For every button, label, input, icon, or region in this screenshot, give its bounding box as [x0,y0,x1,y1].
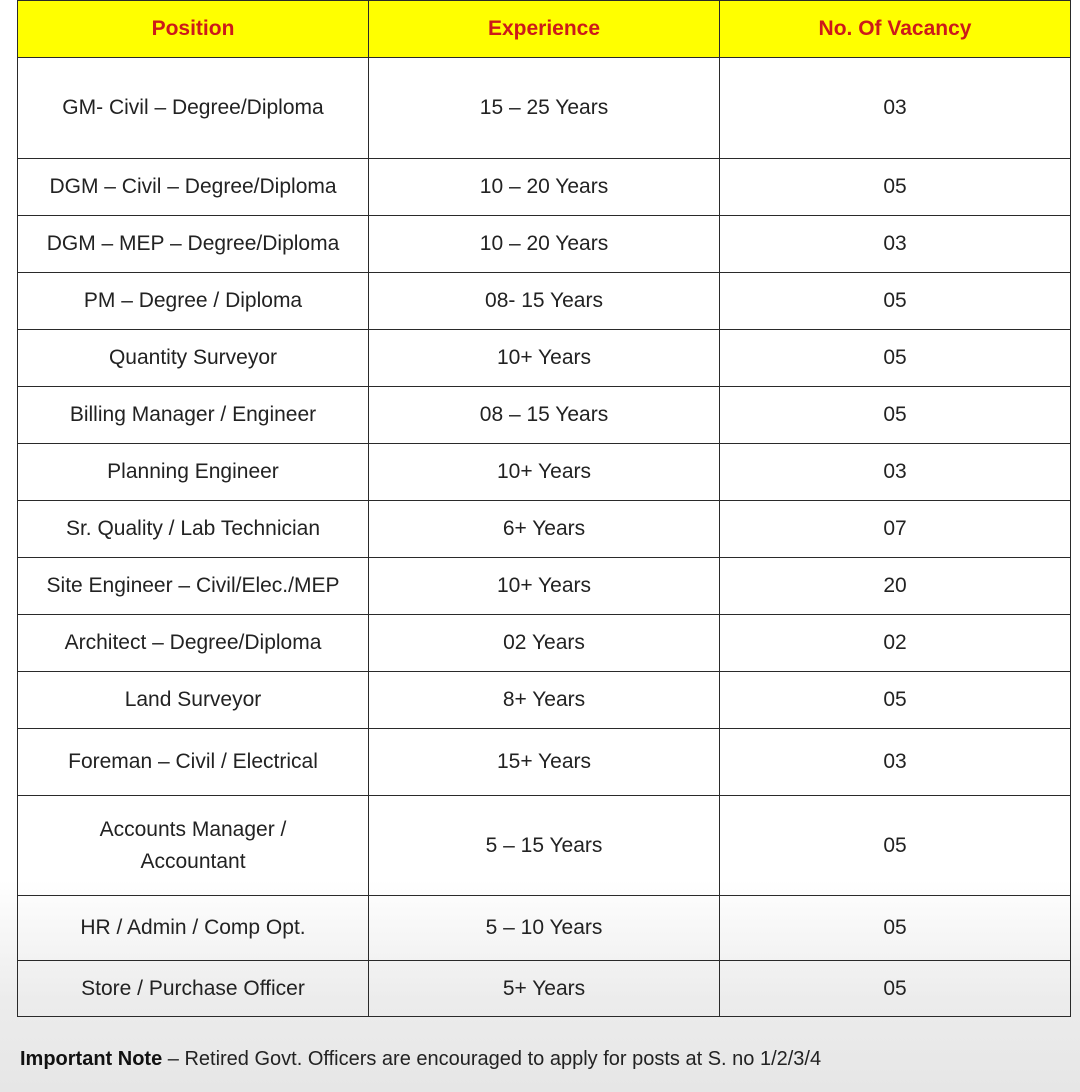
cell-vacancy: 03 [720,58,1071,159]
table-header-row [18,1,1071,58]
table-row [18,501,1071,558]
important-note [20,1048,821,1071]
cell-experience: 5 – 10 Years [369,896,720,961]
cell-position: Land Surveyor [18,672,369,729]
table-row [18,558,1071,615]
table-row [18,330,1071,387]
cell-vacancy: 03 [720,216,1071,273]
cell-vacancy: 03 [720,444,1071,501]
table-row [18,273,1071,330]
table-row [18,896,1071,961]
cell-vacancy: 05 [720,672,1071,729]
cell-vacancy: 05 [720,273,1071,330]
cell-experience: 5 – 15 Years [369,796,720,896]
cell-position: DGM – MEP – Degree/Diploma [18,216,369,273]
cell-experience: 10+ Years [369,558,720,615]
cell-vacancy: 02 [720,615,1071,672]
cell-position: Architect – Degree/Diploma [18,615,369,672]
cell-experience: 08 – 15 Years [369,387,720,444]
cell-vacancy: 03 [720,729,1071,796]
vacancy-table [17,0,1071,1017]
cell-experience: 6+ Years [369,501,720,558]
table-row [18,58,1071,159]
cell-vacancy: 20 [720,558,1071,615]
cell-position: Planning Engineer [18,444,369,501]
table-row [18,796,1071,896]
cell-position: Billing Manager / Engineer [18,387,369,444]
table-row [18,159,1071,216]
header-vacancy: No. Of Vacancy [720,1,1071,58]
cell-position: DGM – Civil – Degree/Diploma [18,159,369,216]
table-row [18,444,1071,501]
note-text: – Retired Govt. Officers are encouraged to apply for posts at S. no 1/2/3/4 [162,1048,822,1070]
cell-position: Sr. Quality / Lab Technician [18,501,369,558]
cell-position: Accounts Manager / Accountant [18,796,369,896]
cell-position: Foreman – Civil / Electrical [18,729,369,796]
cell-vacancy: 05 [720,961,1071,1017]
cell-position: GM- Civil – Degree/Diploma [18,58,369,159]
cell-vacancy: 05 [720,159,1071,216]
cell-position: Quantity Surveyor [18,330,369,387]
header-position: Position [18,1,369,58]
cell-vacancy: 05 [720,896,1071,961]
header-experience: Experience [369,1,720,58]
cell-experience: 5+ Years [369,961,720,1017]
cell-vacancy: 07 [720,501,1071,558]
cell-experience: 10+ Years [369,444,720,501]
table-row [18,672,1071,729]
table-row [18,387,1071,444]
cell-position: Site Engineer – Civil/Elec./MEP [18,558,369,615]
cell-experience: 10 – 20 Years [369,159,720,216]
cell-experience: 02 Years [369,615,720,672]
cell-vacancy: 05 [720,796,1071,896]
cell-vacancy: 05 [720,330,1071,387]
cell-vacancy: 05 [720,387,1071,444]
cell-experience: 10+ Years [369,330,720,387]
cell-experience: 15 – 25 Years [369,58,720,159]
cell-experience: 08- 15 Years [369,273,720,330]
note-label: Important Note [20,1048,163,1070]
table-row [18,216,1071,273]
vacancy-table-container [17,0,1070,1017]
cell-position: PM – Degree / Diploma [18,273,369,330]
cell-experience: 10 – 20 Years [369,216,720,273]
table-row [18,729,1071,796]
table-row [18,615,1071,672]
cell-position: HR / Admin / Comp Opt. [18,896,369,961]
cell-experience: 8+ Years [369,672,720,729]
cell-position: Store / Purchase Officer [18,961,369,1017]
table-row [18,961,1071,1017]
cell-experience: 15+ Years [369,729,720,796]
